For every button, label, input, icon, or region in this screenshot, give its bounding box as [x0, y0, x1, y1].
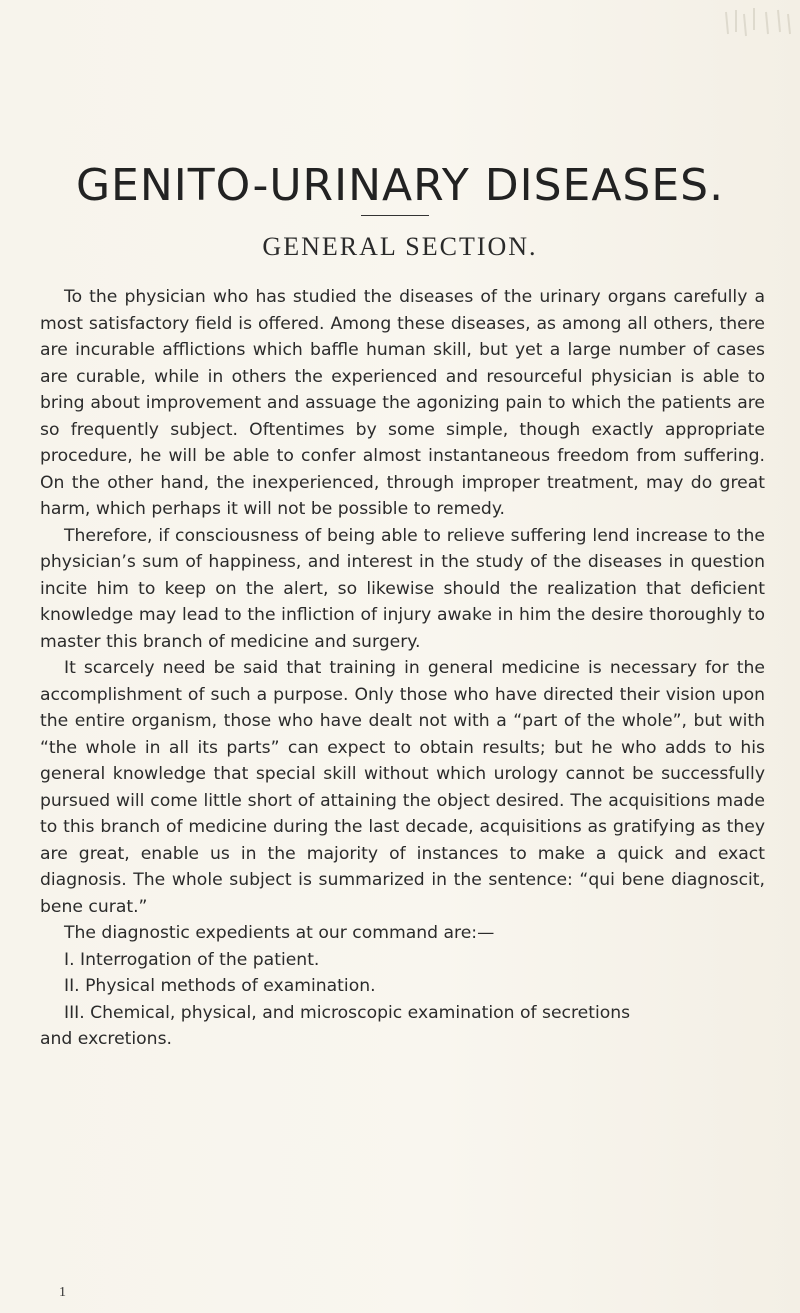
page-number: 1 [59, 1285, 66, 1300]
paragraph: To the physician who has studied the diseases of the urinary organs carefully a most satisfactory field is offered. Among these diseases, as among all others, there are incurable afflictions which baffle human skill, but yet a large number of cases are curable, while in others the experienced and resourceful physician is able to bring about improvement and assuage the agonizing pain to which the patients are so frequently subject. Oftentimes by some simple, though exactly appropriate procedure, he will be able to confer almost instantaneous freedom from suffering. On the other hand, the inexperienced, through improper treatment, may do great harm, which perhaps it will not be possible to remedy. [40, 287, 765, 519]
paragraph: Therefore, if consciousness of being able to relieve suffering lend increase to the physician’s sum of happiness, and interest in the study of the diseases in question incite him to keep on the alert, so likewise should the realization that deficient knowledge may lead to the infliction of injury awake in him the desire thoroughly to master this branch of medicine and surgery. [40, 525, 765, 652]
list-item [40, 1000, 765, 1053]
body-text [40, 284, 765, 1053]
section-heading: GENERAL SECTION. [262, 232, 538, 261]
list-item: II. Physical methods of examination. [64, 976, 376, 996]
list-item-continuation: and excretions. [40, 1029, 172, 1049]
page-edge-mark-icon [724, 4, 794, 40]
chapter-title: GENITO-URINARY DISEASES. [75, 160, 725, 211]
paragraph: The diagnostic expedients at our command are:— [64, 923, 495, 943]
paragraph: It scarcely need be said that training in general medicine is necessary for the accomplishment of such a purpose. Only those who have directed their vision upon the entire organism, those who have dealt not with a “part of the whole”, but with “the whole in all its parts” can expect to obtain results; but he who adds to his general knowledge that special skill without which urology cannot be successfully pursued will come little short of attaining the object desired. The acquisitions made to this branch of medicine during the last decade, acquisitions as gratifying as they are great, enable us in the majority of instances to make a quick and exact diagnosis. The whole subject is summarized in the sentence: “qui bene diagnoscit, bene curat.” [40, 658, 765, 917]
title-divider [361, 215, 429, 216]
list-item: I. Interrogation of the patient. [64, 949, 320, 970]
list-item-first-line: III. Chemical, physical, and microscopic examination of secretions [64, 1002, 631, 1023]
